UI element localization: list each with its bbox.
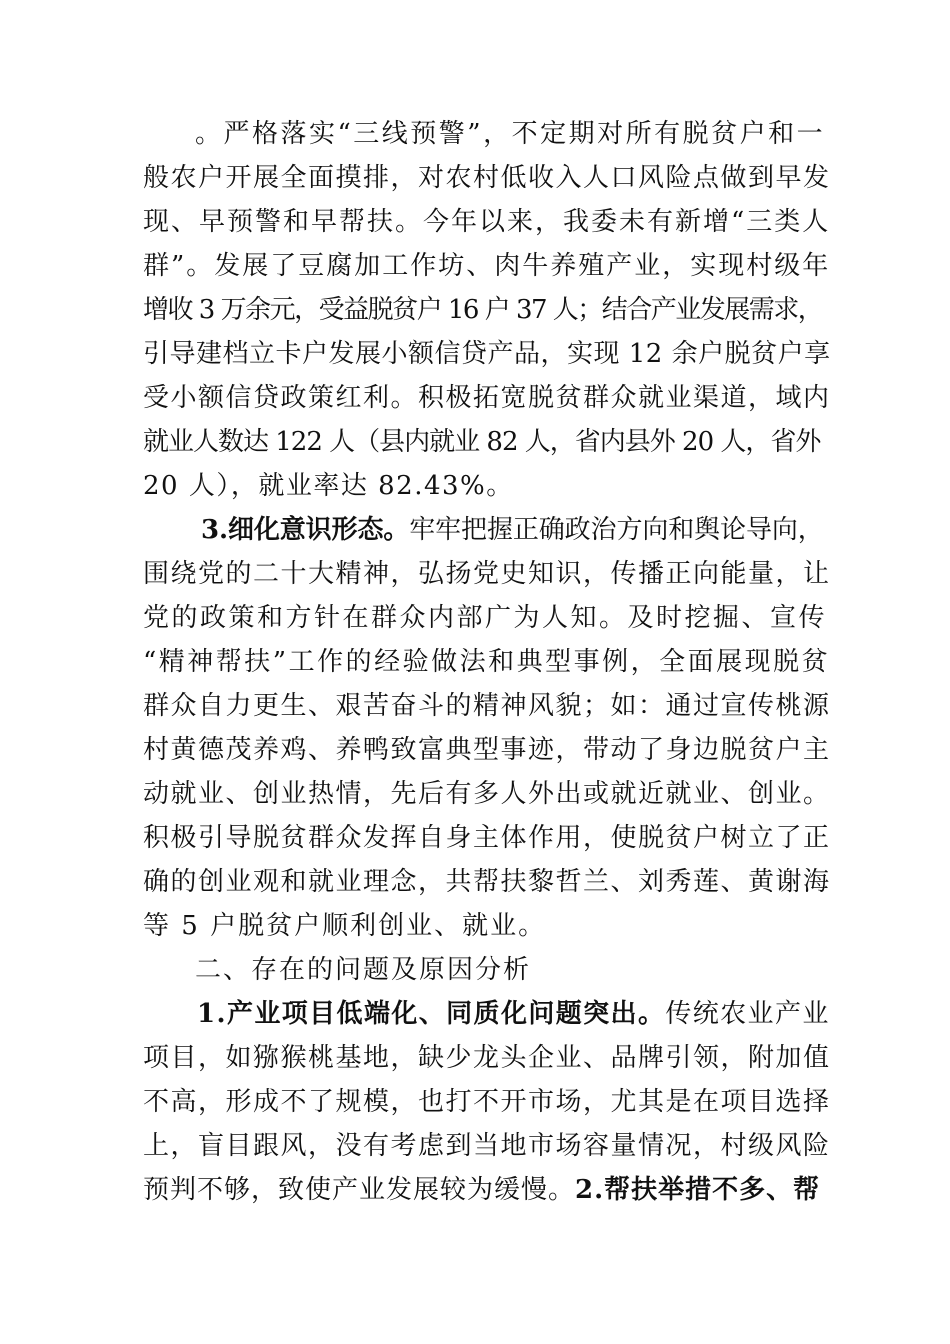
text-line: 受小额信贷政策红利。积极拓宽脱贫群众就业渠道，域内 — [143, 383, 831, 413]
text-line: 围绕党的二十大精神，弘扬党史知识，传播正向能量，让 — [143, 559, 831, 589]
text-line: 般农户开展全面摸排，对农村低收入人口风险点做到早发 — [143, 163, 831, 193]
paragraph-first-line — [197, 997, 830, 1031]
text-line: 20 人），就业率达 82.43%。 — [143, 471, 514, 501]
next-heading-start: 2.帮扶举措不多、帮 — [575, 1175, 821, 1205]
text-line: 。严格落实“三线预警”，不定期对所有脱贫户和一 — [195, 119, 826, 149]
text-line: 村黄德茂养鸡、养鸭致富典型事迹，带动了身边脱贫户主 — [143, 735, 831, 765]
text-line: 就业人数达 122 人（县内就业 82 人，省内县外 20 人，省外 — [143, 427, 821, 457]
text-line: 增收 3 万余元，受益脱贫户 16 户 37 人；结合产业发展需求， — [143, 295, 823, 325]
text-line: 现、早预警和早帮扶。今年以来，我委未有新增“三类人 — [143, 207, 831, 237]
text-line: 确的创业观和就业理念，共帮扶黎哲兰、刘秀莲、黄谢海 — [143, 867, 831, 897]
paragraph-last-line — [143, 1173, 820, 1207]
paragraph-heading: 1.产业项目低端化、同质化问题突出。 — [197, 999, 666, 1029]
paragraph-heading: 3.细化意识形态。 — [201, 515, 410, 545]
text-line: 群众自力更生、艰苦奋斗的精神风貌；如：通过宣传桃源 — [143, 691, 831, 721]
text-line: 上，盲目跟风，没有考虑到当地市场容量情况，村级风险 — [143, 1131, 831, 1161]
paragraph-first-line — [201, 513, 824, 547]
section-heading: 二、存在的问题及原因分析 — [195, 955, 532, 985]
text-segment: 牢牢把握正确政治方向和舆论导向， — [409, 515, 824, 545]
text-line: 等 5 户脱贫户顺利创业、就业。 — [143, 911, 547, 941]
text-line: 党的政策和方针在群众内部广为人知。及时挖掘、宣传 — [143, 603, 828, 633]
text-line: “精神帮扶”工作的经验做法和典型事例，全面展现脱贫 — [143, 647, 831, 677]
text-line: 动就业、创业热情，先后有多人外出或就近就业、创业。 — [143, 779, 831, 809]
text-line: 积极引导脱贫群众发挥自身主体作用，使脱贫户树立了正 — [143, 823, 831, 853]
text-segment: 预判不够，致使产业发展较为缓慢。 — [143, 1175, 576, 1205]
text-line: 项目，如猕猴桃基地，缺少龙头企业、品牌引领，附加值 — [143, 1043, 831, 1073]
text-line: 不高，形成不了规模，也打不开市场，尤其是在项目选择 — [143, 1087, 831, 1117]
text-line: 群”。发展了豆腐加工作坊、肉牛养殖产业，实现村级年 — [143, 251, 831, 281]
text-segment: 传统农业产业 — [665, 999, 830, 1029]
text-line: 引导建档立卡户发展小额信贷产品，实现 12 余户脱贫户享 — [143, 339, 831, 369]
